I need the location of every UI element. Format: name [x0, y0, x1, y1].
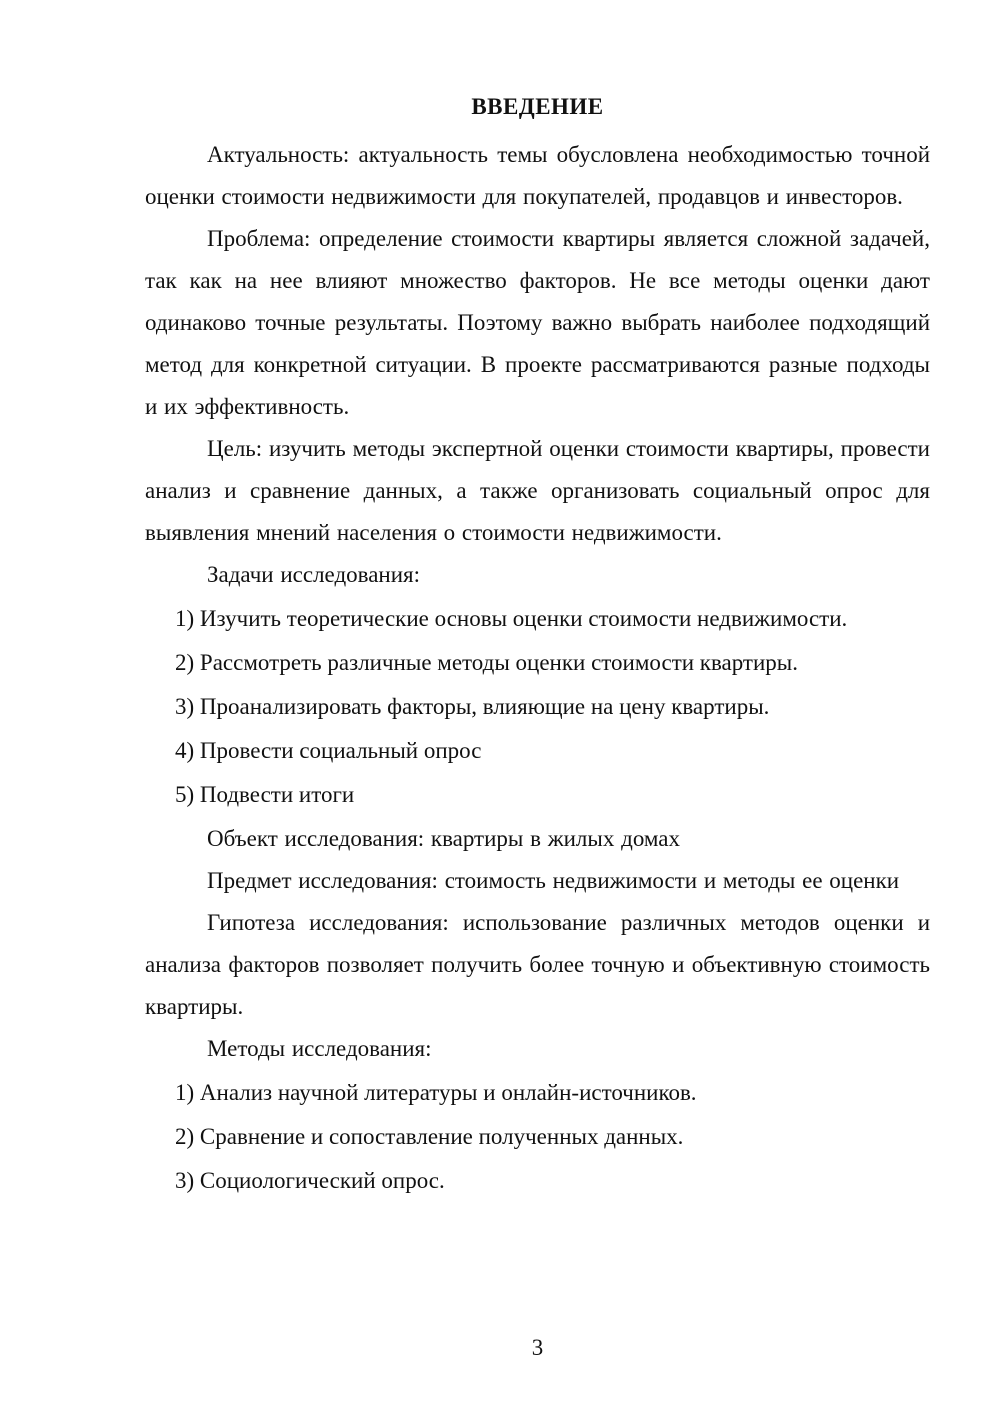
page-title: ВВЕДЕНИЕ: [471, 94, 604, 119]
paragraph-tasks-label: Задачи исследования:: [207, 562, 421, 587]
page-footer: [145, 1334, 930, 1362]
list-item-task-5: 5) Подвести итоги: [175, 782, 355, 807]
list-item-task-3: 3) Проанализировать факторы, влияющие на цену квартиры.: [175, 694, 770, 719]
paragraph-hypothesis: Гипотеза исследования: использование различных методов оценки и анализа факторов позволяет получить более точную и объективную стоимость квартиры.: [145, 910, 930, 1019]
list-item-task-1: 1) Изучить теоретические основы оценки стоимости недвижимости.: [175, 606, 848, 631]
list-item-task-2: 2) Рассмотреть различные методы оценки стоимости квартиры.: [175, 650, 798, 675]
page-number: 3: [531, 1335, 544, 1360]
paragraph-goal: Цель: изучить методы экспертной оценки стоимости квартиры, провести анализ и сравнение данных, а также организовать социальный опрос для выявления мнений населения о стоимости недвижимости.: [145, 436, 930, 545]
list-item-task-4: 4) Провести социальный опрос: [175, 738, 482, 763]
paragraph-subject: Предмет исследования: стоимость недвижимости и методы ее оценки: [207, 868, 900, 893]
paragraph-methods-label: Методы исследования:: [207, 1036, 432, 1061]
list-item-method-2: 2) Сравнение и сопоставление полученных данных.: [175, 1124, 684, 1149]
list-item-method-1: 1) Анализ научной литературы и онлайн-источников.: [175, 1080, 697, 1105]
paragraph-relevance: Актуальность: актуальность темы обусловлена необходимостью точной оценки стоимости недвижимости для покупателей, продавцов и инвесторов.: [145, 142, 930, 209]
list-item-method-3: 3) Социологический опрос.: [175, 1168, 445, 1193]
paragraph-object: Объект исследования: квартиры в жилых домах: [207, 826, 680, 851]
paragraph-problem: Проблема: определение стоимости квартиры является сложной задачей, так как на нее влияют множество факторов. Не все методы оценки дают одинаково точные результаты. Поэтому важно выбрать наиболее подходящий метод для конкретной ситуации. В проекте рассматриваются разные подходы и их эффективность.: [145, 226, 930, 419]
